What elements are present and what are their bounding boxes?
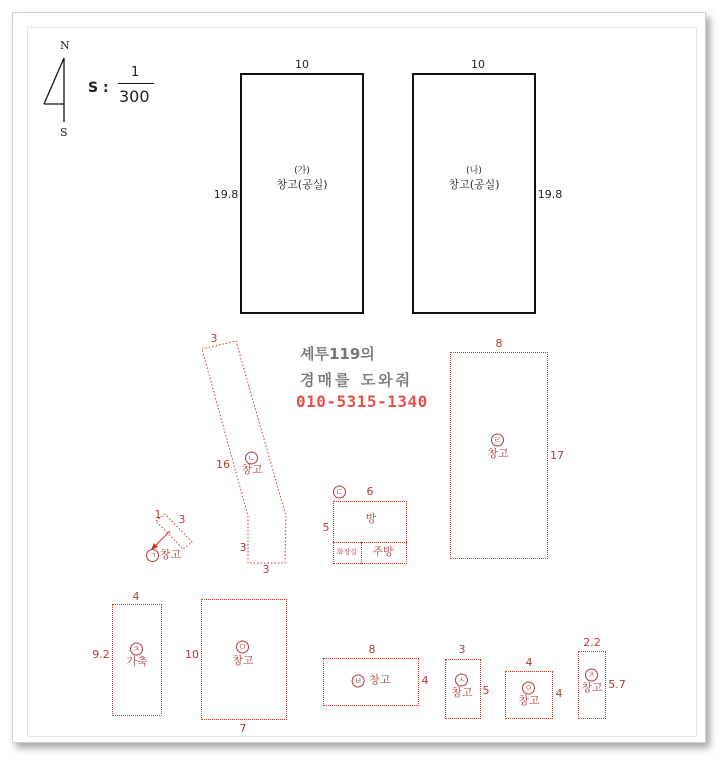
building-chieut-height: 9.2 bbox=[92, 648, 110, 661]
building-bieup-tag bbox=[352, 675, 391, 688]
watermark-phone: 010-5315-1340 bbox=[296, 392, 428, 411]
building-chieut-label: 가축 bbox=[126, 655, 148, 668]
building-giyeok-tag bbox=[146, 549, 181, 562]
building-nieun-top-dim: 3 bbox=[210, 332, 218, 345]
building-ieung-width: 4 bbox=[525, 656, 533, 669]
building-siot-height: 5 bbox=[482, 684, 490, 697]
building-na-label: 창고(공실) bbox=[448, 178, 500, 191]
building-na-width: 10 bbox=[471, 58, 485, 71]
building-nieun-lower-side-dim: 3 bbox=[239, 541, 247, 554]
north-arrow-icon bbox=[38, 50, 78, 125]
building-bieup-width: 8 bbox=[368, 643, 376, 656]
building-siot-mark bbox=[455, 674, 469, 687]
building-digeut-mark bbox=[333, 486, 347, 499]
jieut-circle-icon: ㅈ bbox=[585, 669, 598, 682]
rieul-circle-icon: ㄹ bbox=[491, 434, 504, 447]
building-jieut-mark bbox=[585, 669, 599, 682]
building-mieum-height: 10 bbox=[185, 648, 199, 661]
building-digeut-divider-v bbox=[361, 542, 362, 564]
compass-north-label: N bbox=[60, 39, 70, 52]
building-bieup-height: 4 bbox=[421, 674, 429, 687]
compass-south-label: S bbox=[60, 126, 68, 139]
giyeok-circle-icon: ㄱ bbox=[146, 549, 159, 562]
mieum-circle-icon: ㅁ bbox=[236, 641, 249, 654]
siot-circle-icon: ㅅ bbox=[455, 674, 468, 687]
building-nieun-side-dim: 16 bbox=[216, 458, 230, 471]
building-siot-label: 창고 bbox=[451, 686, 473, 699]
building-ga-height: 19.8 bbox=[213, 188, 239, 201]
building-ieung-mark bbox=[522, 682, 536, 695]
chieut-circle-icon: ㅊ bbox=[130, 643, 143, 656]
watermark-line1: 셰투119의 bbox=[300, 345, 375, 363]
building-rieul-height: 17 bbox=[550, 449, 564, 462]
building-chieut-mark bbox=[130, 643, 144, 656]
building-ieung-height: 4 bbox=[555, 687, 563, 700]
building-jieut-label: 창고 bbox=[581, 681, 603, 694]
digeut-circle-icon: ㄷ bbox=[333, 486, 346, 499]
building-digeut-bath: 화장실 bbox=[336, 548, 358, 556]
building-mieum-mark bbox=[236, 641, 250, 654]
building-mieum-label: 창고 bbox=[232, 654, 254, 667]
ieung-circle-icon: ㅇ bbox=[522, 682, 535, 695]
building-nieun-label: 창고 bbox=[241, 463, 263, 476]
building-mieum-width: 7 bbox=[239, 722, 247, 735]
nieun-circle-icon: ㄴ bbox=[245, 452, 258, 465]
building-ga-label: 창고(공실) bbox=[276, 178, 328, 191]
building-ga-width: 10 bbox=[295, 58, 309, 71]
building-giyeok-dim2: 3 bbox=[178, 513, 186, 526]
scale-numerator: 1 bbox=[131, 65, 140, 80]
building-rieul-width: 8 bbox=[495, 337, 503, 350]
building-jieut-height: 5.7 bbox=[608, 678, 626, 691]
building-rieul-mark bbox=[491, 434, 505, 447]
building-digeut-room: 방 bbox=[365, 512, 377, 525]
watermark-line2: 경매를 도와줘 bbox=[300, 371, 414, 389]
building-na-outline bbox=[412, 73, 536, 314]
building-na-height: 19.8 bbox=[537, 188, 563, 201]
scale-prefix: S : bbox=[88, 80, 109, 96]
building-jieut-width: 2.2 bbox=[583, 636, 601, 649]
bieup-circle-icon: ㅂ bbox=[352, 675, 365, 688]
building-digeut-height: 5 bbox=[322, 521, 330, 534]
building-digeut-width: 6 bbox=[366, 485, 374, 498]
building-na-mark: (나) bbox=[466, 166, 482, 176]
building-ga-outline bbox=[240, 73, 364, 314]
building-ga-mark: (가) bbox=[294, 166, 310, 176]
building-digeut-kitchen: 주방 bbox=[372, 545, 394, 558]
building-rieul-label: 창고 bbox=[487, 447, 509, 460]
building-ieung-label: 창고 bbox=[518, 694, 540, 707]
building-nieun-bottom-dim: 3 bbox=[262, 563, 270, 576]
building-chieut-width: 4 bbox=[132, 590, 140, 603]
building-digeut-divider-h bbox=[333, 542, 407, 543]
scale-fraction-bar bbox=[118, 83, 154, 84]
building-bieup-label: 창고 bbox=[369, 673, 391, 687]
building-siot-width: 3 bbox=[458, 643, 466, 656]
building-giyeok-dim1: 1 bbox=[154, 508, 162, 521]
scale-denominator: 300 bbox=[119, 87, 150, 106]
building-giyeok-label: 창고 bbox=[160, 548, 182, 561]
